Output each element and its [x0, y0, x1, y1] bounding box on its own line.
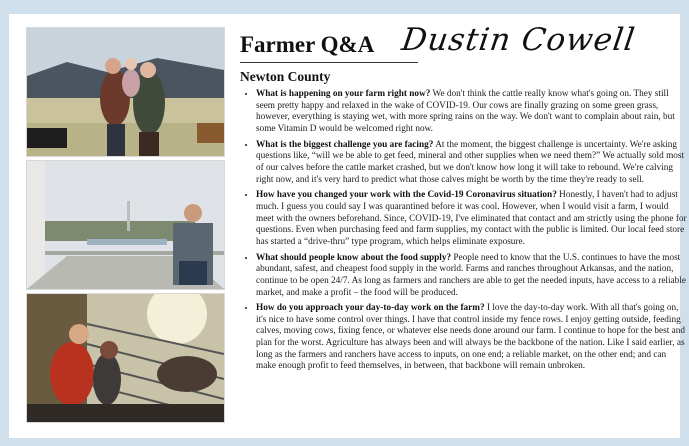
qa-item [256, 253, 688, 300]
article-card [9, 14, 687, 438]
washington-monument-photo [26, 160, 225, 290]
family-farm-photo [26, 27, 225, 157]
farmer-name-signature: Dustin Cowell [399, 22, 638, 58]
county-subtitle: Newton County [240, 69, 331, 84]
question: What should people know about the food supply? [256, 252, 452, 263]
qa-item [256, 89, 688, 136]
question: What is happening on your farm right now? [256, 89, 431, 99]
title-underline [240, 62, 418, 63]
answer: At the moment, the biggest challenge is uncertainty. We're asking questions like, “will we be able to get feed, mineral and other supplies when we need them?” We actually sold most of our calves before the cattle market crashed, but we don't know how long it will take to rebound. We're calving right now, and it's very hard to predict what those calves might be worth by the time they're ready to sell. [256, 139, 685, 185]
qa-list [240, 89, 688, 377]
answer: We don't think the cattle really know what's going on. They still seem pretty happy and relaxed in the wake of COVID-19. Our cows are finally grazing on some green grass, however, everything is staying wet, with more spring rains on the way. We don't want to complain about rain, but some Vitamin D would be welcomed right now. [256, 89, 675, 134]
feeding-calves-photo [26, 293, 225, 423]
page-title: Farmer Q&A [240, 32, 375, 57]
question: How have you changed your work with the Covid-19 Coronavirus situation? [256, 190, 557, 201]
qa-item [256, 190, 688, 248]
answer: I love the day-to-day work. With all that's going on, it's nice to have some control over things. I have that control inside my fence rows. I enjoy getting outside, feeding calves, moving cows, fixing fence, or whatever else needs done around our farm. I continue to hope for the best and plan for the worst. Agriculture has always been and will always be the backbone of the nation. Like I said earlier, as long as the farmers and ranchers have access to inputs, on one end; a reliable market, on the other end; and can make enough profit to feed themselves, in between, that backbone will remain unbroken. [256, 303, 685, 372]
qa-item [256, 303, 688, 373]
header [240, 20, 670, 66]
question: How do you approach your day-to-day work on the farm? [256, 303, 485, 314]
qa-item [256, 140, 688, 187]
answer: People need to know that the U.S. continues to have the most abundant, safest, and cheapest food supply in the world. Farms and ranches throughout Arkansas, and the nation, continue to be open 24/7. As long as farmers and ranchers are able to get the needed inputs, have access to a reliable market, and make a profit – the food will be produced. [256, 252, 686, 298]
answer: Honestly, I haven't had to adjust much. I guess you could say I was quarantined before it was cool. However, when I would visit a farm, I would meet with the owners beforehand. Since, COVID-19, I've eliminated that contact and am strictly using the phone for questions. Even when purchasing feed and farm supplies, my contact with the public is limited. Our local feed store has started a “drive-thru” type program, which helps eliminate exposure. [256, 190, 687, 247]
question: What is the biggest challenge you are facing? [256, 139, 434, 150]
